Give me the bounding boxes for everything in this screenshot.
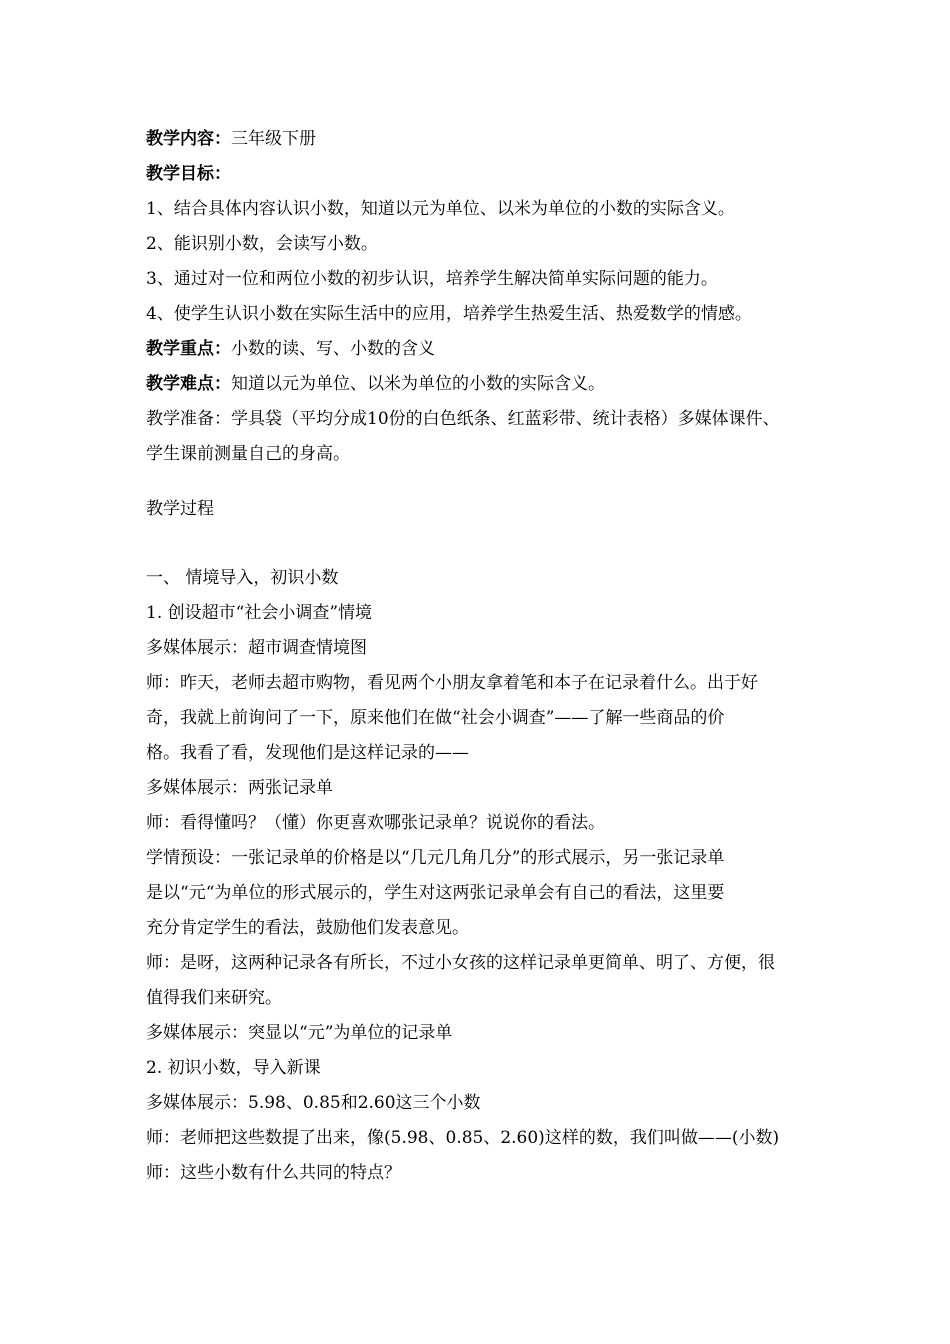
preparation-line-2: 学生课前测量自己的身高。 xyxy=(146,444,350,464)
goal-item-4: 4、使学生认识小数在实际生活中的应用，培养学生热爱生活、热爱数学的情感。 xyxy=(146,304,752,324)
difficulty-value: 知道以元为单位、以米为单位的小数的实际含义。 xyxy=(231,374,605,394)
body-line: 多媒体展示：两张记录单 xyxy=(146,778,333,798)
spacer xyxy=(146,527,826,561)
process-title: 教学过程 xyxy=(146,499,214,519)
key-point-label: 教学重点： xyxy=(146,339,231,359)
goals-heading xyxy=(146,157,826,192)
difficulty-row xyxy=(146,367,826,402)
body-line: 师：昨天，老师去超市购物，看见两个小朋友拿着笔和本子在记录着什么。出于好 xyxy=(146,673,758,693)
body-line: 是以“元“为单位的形式展示的，学生对这两张记录单会有自己的看法，这里要 xyxy=(146,883,725,903)
body-line: 值得我们来研究。 xyxy=(146,988,282,1008)
body-line: 多媒体展示：5.98、0.85和2.60这三个小数 xyxy=(146,1093,481,1113)
content-value: 三年级下册 xyxy=(231,129,316,149)
section-1-title: 一、 情境导入，初识小数 xyxy=(146,568,339,588)
spacer xyxy=(146,472,826,492)
body-line: 学情预设：一张记录单的价格是以“几元几角几分”的形式展示，另一张记录单 xyxy=(146,848,725,868)
body-line: 2. 初识小数，导入新课 xyxy=(146,1058,321,1078)
body-line: 奇，我就上前询问了一下，原来他们在做“社会小调查”——了解一些商品的价 xyxy=(146,708,725,728)
key-point-value: 小数的读、写、小数的含义 xyxy=(231,339,435,359)
difficulty-label: 教学难点： xyxy=(146,374,231,394)
body-line: 师：老师把这些数提了出来，像(5.98、0.85、2.60)这样的数，我们叫做——(小数) xyxy=(146,1128,780,1148)
body-line: 格。我看了看，发现他们是这样记录的—— xyxy=(146,743,469,763)
body-line: 师：这些小数有什么共同的特点？ xyxy=(146,1163,401,1183)
body-line: 师：是呀，这两种记录各有所长，不过小女孩的这样记录单更简单、明了、方便，很 xyxy=(146,953,775,973)
goal-item-3: 3、通过对一位和两位小数的初步认识，培养学生解决简单实际问题的能力。 xyxy=(146,269,718,289)
body-line: 师：看得懂吗？（懂）你更喜欢哪张记录单？说说你的看法。 xyxy=(146,813,605,833)
goal-item-1: 1、结合具体内容认识小数，知道以元为单位、以米为单位的小数的实际含义。 xyxy=(146,199,735,219)
key-point-row xyxy=(146,332,826,367)
body-line: 1. 创设超市“社会小调查”情境 xyxy=(146,603,373,623)
body-line: 充分肯定学生的看法，鼓励他们发表意见。 xyxy=(146,918,469,938)
content-row xyxy=(146,122,826,157)
body-line: 多媒体展示：突显以“元”为单位的记录单 xyxy=(146,1023,453,1043)
content-label: 教学内容： xyxy=(146,129,231,149)
goals-label: 教学目标： xyxy=(146,164,231,184)
lesson-plan-document xyxy=(146,122,826,1191)
goal-item-2: 2、能识别小数，会读写小数。 xyxy=(146,234,378,254)
body-line: 多媒体展示：超市调查情境图 xyxy=(146,638,367,658)
preparation-line-1: 教学准备：学具袋（平均分成10份的白色纸条、红蓝彩带、统计表格）多媒体课件、 xyxy=(146,409,780,429)
